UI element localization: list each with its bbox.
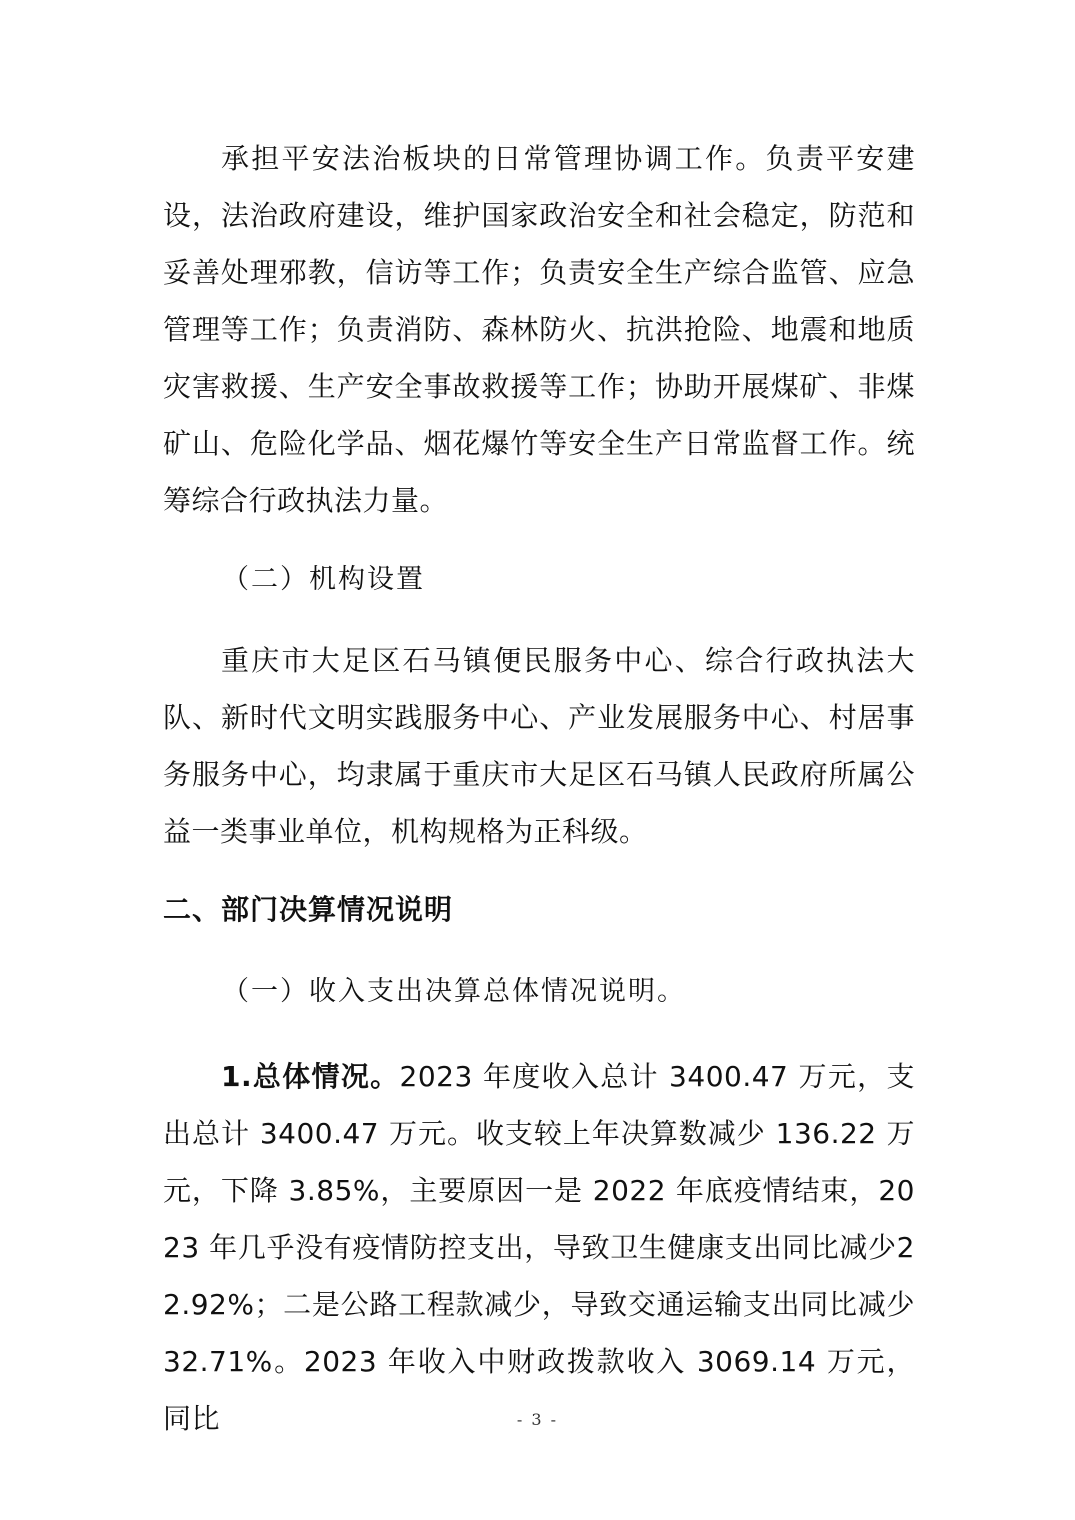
paragraph-overall: [163, 1048, 915, 1447]
page-number: - 3 -: [516, 1410, 559, 1429]
overall-label: 1.总体情况。: [221, 1060, 400, 1093]
paragraph-org-units: 重庆市大足区石马镇便民服务中心、综合行政执法大队、新时代文明实践服务中心、产业发展服务中心、村居事务服务中心，均隶属于重庆市大足区石马镇人民政府所属公益一类事业单位，机构规格为正科级。: [163, 644, 915, 848]
heading-org-setup: （二）机构设置: [222, 564, 425, 595]
heading-income-expense: （一）收入支出决算总体情况说明。: [222, 976, 686, 1007]
paragraph-duties: 承担平安法治板块的日常管理协调工作。负责平安建设，法治政府建设，维护国家政治安全和社会稳定，防范和妥善处理邪教，信访等工作；负责安全生产综合监管、应急管理等工作；负责消防、森林防火、抗洪抢险、地震和地质灾害救援、生产安全事故救援等工作；协助开展煤矿、非煤矿山、危险化学品、烟花爆竹等安全生产日常监督工作。统筹综合行政执法力量。: [163, 142, 915, 517]
heading-section-2: 二、部门决算情况说明: [163, 893, 454, 926]
overall-text: 2023 年度收入总计 3400.47 万元，支出总计 3400.47 万元。收支较上年决算数减少 136.22 万元，下降 3.85%，主要原因一是 2022 年底疫情结束，2023 年几乎没有疫情防控支出，导致卫生健康支出同比减少22.92%；二是公路工程款减少，导致交通运输支出同比减少32.71%。2023 年收入中财政拨款收入 3069.14 万元，同比: [163, 1060, 915, 1435]
